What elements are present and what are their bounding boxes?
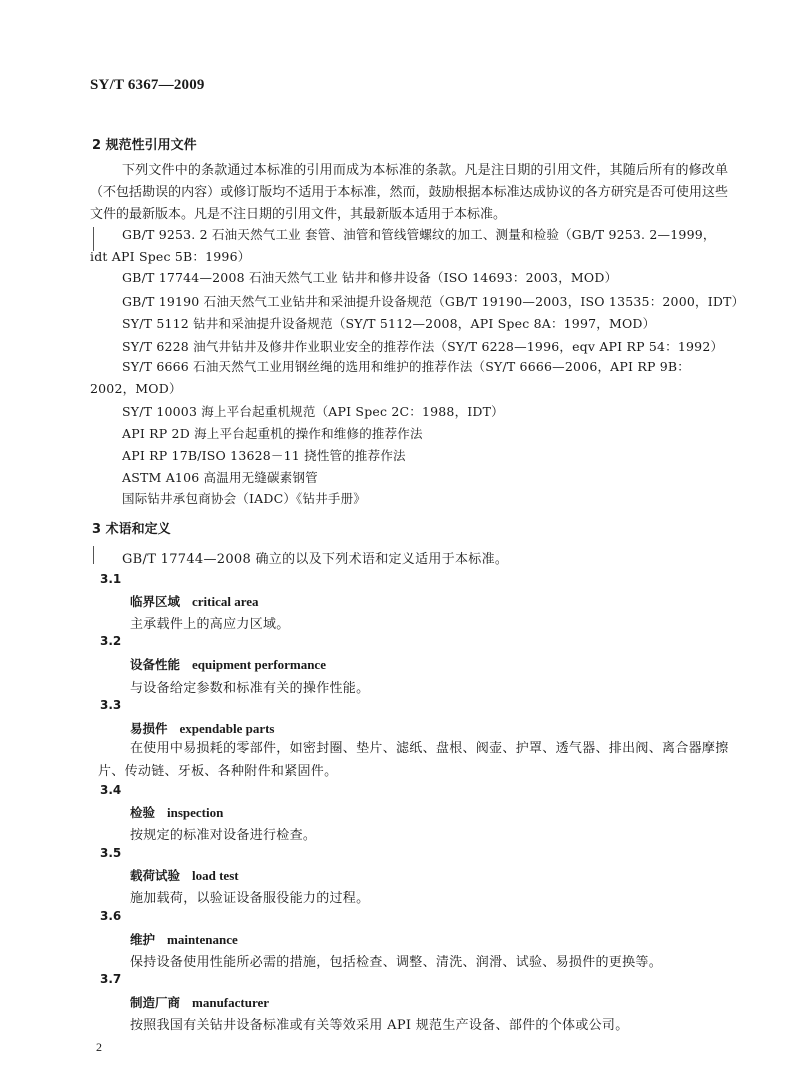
term-zh: 载荷试验 <box>130 868 181 883</box>
term-heading <box>130 803 223 821</box>
reference-item: 国际钻井承包商协会（IADC）《钻井手册》 <box>122 491 367 506</box>
term-en: inspection <box>167 805 224 820</box>
term-number: 3.6 <box>100 909 122 923</box>
reference-item: SY/T 5112 钻井和采油提升设备规范（SY/T 5112—2008，API Spec 8A：1997，MOD） <box>122 316 656 331</box>
term-definition: 保持设备使用性能所必需的措施，包括检查、调整、清洗、润滑、试验、易损件的更换等。 <box>130 955 663 970</box>
term-en: maintenance <box>167 932 238 947</box>
section-3-intro: GB/T 17744—2008 确立的以及下列术语和定义适用于本标准。 <box>122 552 509 567</box>
page-number: 2 <box>96 1040 102 1054</box>
term-number: 3.5 <box>100 846 122 860</box>
reference-item: GB/T 17744—2008 石油天然气工业 钻井和修井设备（ISO 14693：2003，MOD） <box>122 270 618 285</box>
term-definition: 在使用中易损耗的零部件，如密封圈、垫片、滤纸、盘根、阀壶、护罩、透气器、排出阀、离合器摩擦片、传动链、牙板、各种附件和紧固件。 <box>98 741 729 779</box>
term-heading <box>130 719 275 737</box>
reference-item: GB/T 19190 石油天然气工业钻井和采油提升设备规范（GB/T 19190—2003，ISO 13535：2000，IDT） <box>122 294 745 309</box>
term-number: 3.3 <box>100 698 122 712</box>
term-en: manufacturer <box>192 995 270 1010</box>
term-zh: 检验 <box>130 805 156 820</box>
term-en: equipment performance <box>192 657 326 672</box>
reference-item: ASTM A106 高温用无缝碳素钢管 <box>122 470 318 485</box>
term-en: expendable parts <box>179 721 275 736</box>
term-definition: 施加载荷，以验证设备服役能力的过程。 <box>130 891 370 906</box>
term-heading <box>130 866 239 884</box>
term-number: 3.2 <box>100 634 122 648</box>
document-header-id: SY/T 6367—2009 <box>90 77 205 93</box>
section-2-intro: 下列文件中的条款通过本标准的引用而成为本标准的条款。凡是注日期的引用文件，其随后所有的修改单（不包括勘误的内容）或修订版均不适用于本标准，然而，鼓励根据本标准达成协议的各方研究是否可使用这些文件的最新版本。凡是不注日期的引用文件，其最新版本适用于本标准。 <box>90 163 728 222</box>
section-3-title: 3 术语和定义 <box>92 522 171 537</box>
term-en: critical area <box>192 594 259 609</box>
section-2-title: 2 规范性引用文件 <box>92 138 197 153</box>
term-zh: 维护 <box>130 932 156 947</box>
reference-item: API RP 2D 海上平台起重机的操作和维修的推荐作法 <box>122 426 423 441</box>
term-number: 3.7 <box>100 972 122 986</box>
term-heading <box>130 930 238 948</box>
term-number: 3.4 <box>100 783 122 797</box>
term-heading <box>130 655 326 673</box>
term-zh: 易损件 <box>130 721 168 736</box>
reference-item: SY/T 10003 海上平台起重机规范（API Spec 2C：1988，IDT） <box>122 404 504 419</box>
revision-mark <box>93 546 94 564</box>
term-definition: 按规定的标准对设备进行检查。 <box>130 828 317 843</box>
reference-item: SY/T 6666 石油天然气工业用钢丝绳的选用和维护的推荐作法（SY/T 6666—2006，API RP 9B：2002，MOD） <box>90 359 690 396</box>
term-en: load test <box>192 868 239 883</box>
reference-item: GB/T 9253. 2 石油天然气工业 套管、油管和管线管螺纹的加工、测量和检验（GB/T 9253. 2—1999，idt API Spec 5B：1996） <box>90 227 716 264</box>
term-zh: 制造厂商 <box>130 995 181 1010</box>
term-heading <box>130 993 269 1011</box>
term-zh: 临界区域 <box>130 594 181 609</box>
term-definition: 与设备给定参数和标准有关的操作性能。 <box>130 681 370 696</box>
term-heading <box>130 592 259 610</box>
reference-item: API RP 17B/ISO 13628－11 挠性管的推荐作法 <box>122 448 406 463</box>
term-definition: 主承载件上的高应力区域。 <box>130 617 290 632</box>
term-definition: 按照我国有关钻井设备标准或有关等效采用 API 规范生产设备、部件的个体或公司。 <box>130 1018 629 1033</box>
term-zh: 设备性能 <box>130 657 181 672</box>
term-number: 3.1 <box>100 572 122 586</box>
reference-item: SY/T 6228 油气井钻井及修井作业职业安全的推荐作法（SY/T 6228—1996，eqv API RP 54：1992） <box>122 339 724 354</box>
